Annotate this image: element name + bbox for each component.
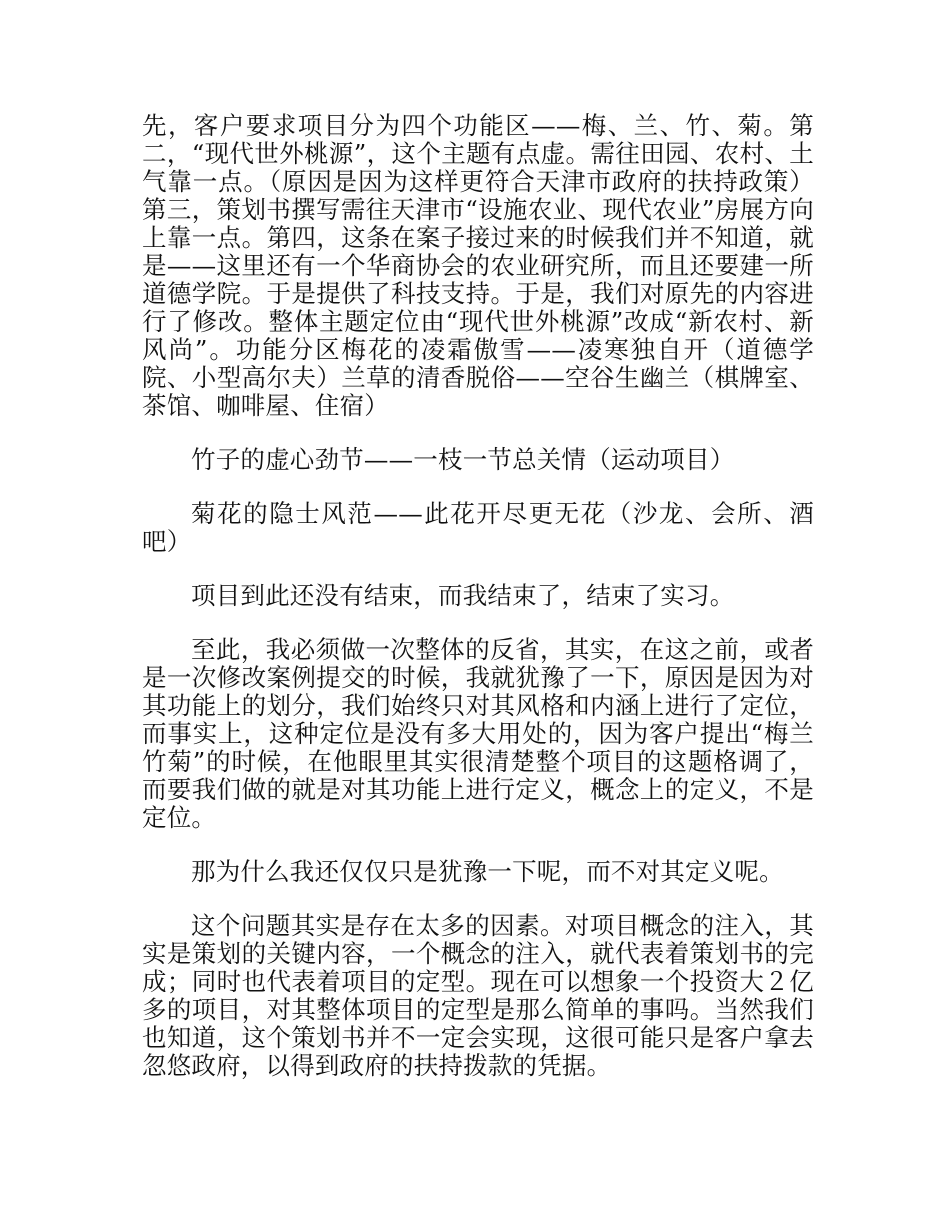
paragraph-bamboo: 竹子的虚心劲节——一枝一节总关情（运动项目） xyxy=(191,445,735,474)
paragraph-reflection: 至此，我必须做一次整体的反省，其实，在这之前，或者是一次修改案例提交的时候，我就犹豫了一下，原因是因为对其功能上的划分，我们始终只对其风格和内涵上进行了定位，而事实上，这种定位是没有多大用处的，因为客户提出“梅兰竹菊”的时候，在他眼里其实很清楚整个项目的这题格调了，而要我们做的就是对其功能上进行定义，概念上的定义，不是定位。 xyxy=(142,635,814,832)
paragraph-continuation: 先，客户要求项目分为四个功能区——梅、兰、竹、菊。第二，“现代世外桃源”，这个主题有点虚。需往田园、农村、土气靠一点。（原因是因为这样更符合天津市政府的扶持政策）第三，策划书撰写需往天津市“设施农业、现代农业”房展方向上靠一点。第四，这条在案子接过来的时候我们并不知道，就是——这里还有一个华商协会的农业研究所，而且还要建一所道德学院。于是提供了科技支持。于是，我们对原先的内容进行了修改。整体主题定位由“现代世外桃源”改成“新农村、新风尚”。功能分区梅花的凌霜傲雪——凌寒独自开（道德学院、小型高尔夫）兰草的清香脱俗——空谷生幽兰（棋牌室、茶馆、咖啡屋、住宿） xyxy=(142,111,814,420)
paragraph-internship-end: 项目到此还没有结束，而我结束了，结束了实习。 xyxy=(191,581,735,610)
paragraph-chrysanthemum: 菊花的隐士风范——此花开尽更无花（沙龙、会所、酒吧） xyxy=(142,499,814,556)
document-page xyxy=(142,112,814,1106)
paragraph-question: 那为什么我还仅仅只是犹豫一下呢，而不对其定义呢。 xyxy=(191,857,784,886)
paragraph-factors: 这个问题其实是存在太多的因素。对项目概念的注入，其实是策划的关键内容，一个概念的注入，就代表着策划书的完成；同时也代表着项目的定型。现在可以想象一个投资大２亿多的项目，对其整体项目的定型是那么简单的事吗。当然我们也知道，这个策划书并不一定会实现，这很可能只是客户拿去忽悠政府，以得到政府的扶持拨款的凭据。 xyxy=(142,911,814,1080)
